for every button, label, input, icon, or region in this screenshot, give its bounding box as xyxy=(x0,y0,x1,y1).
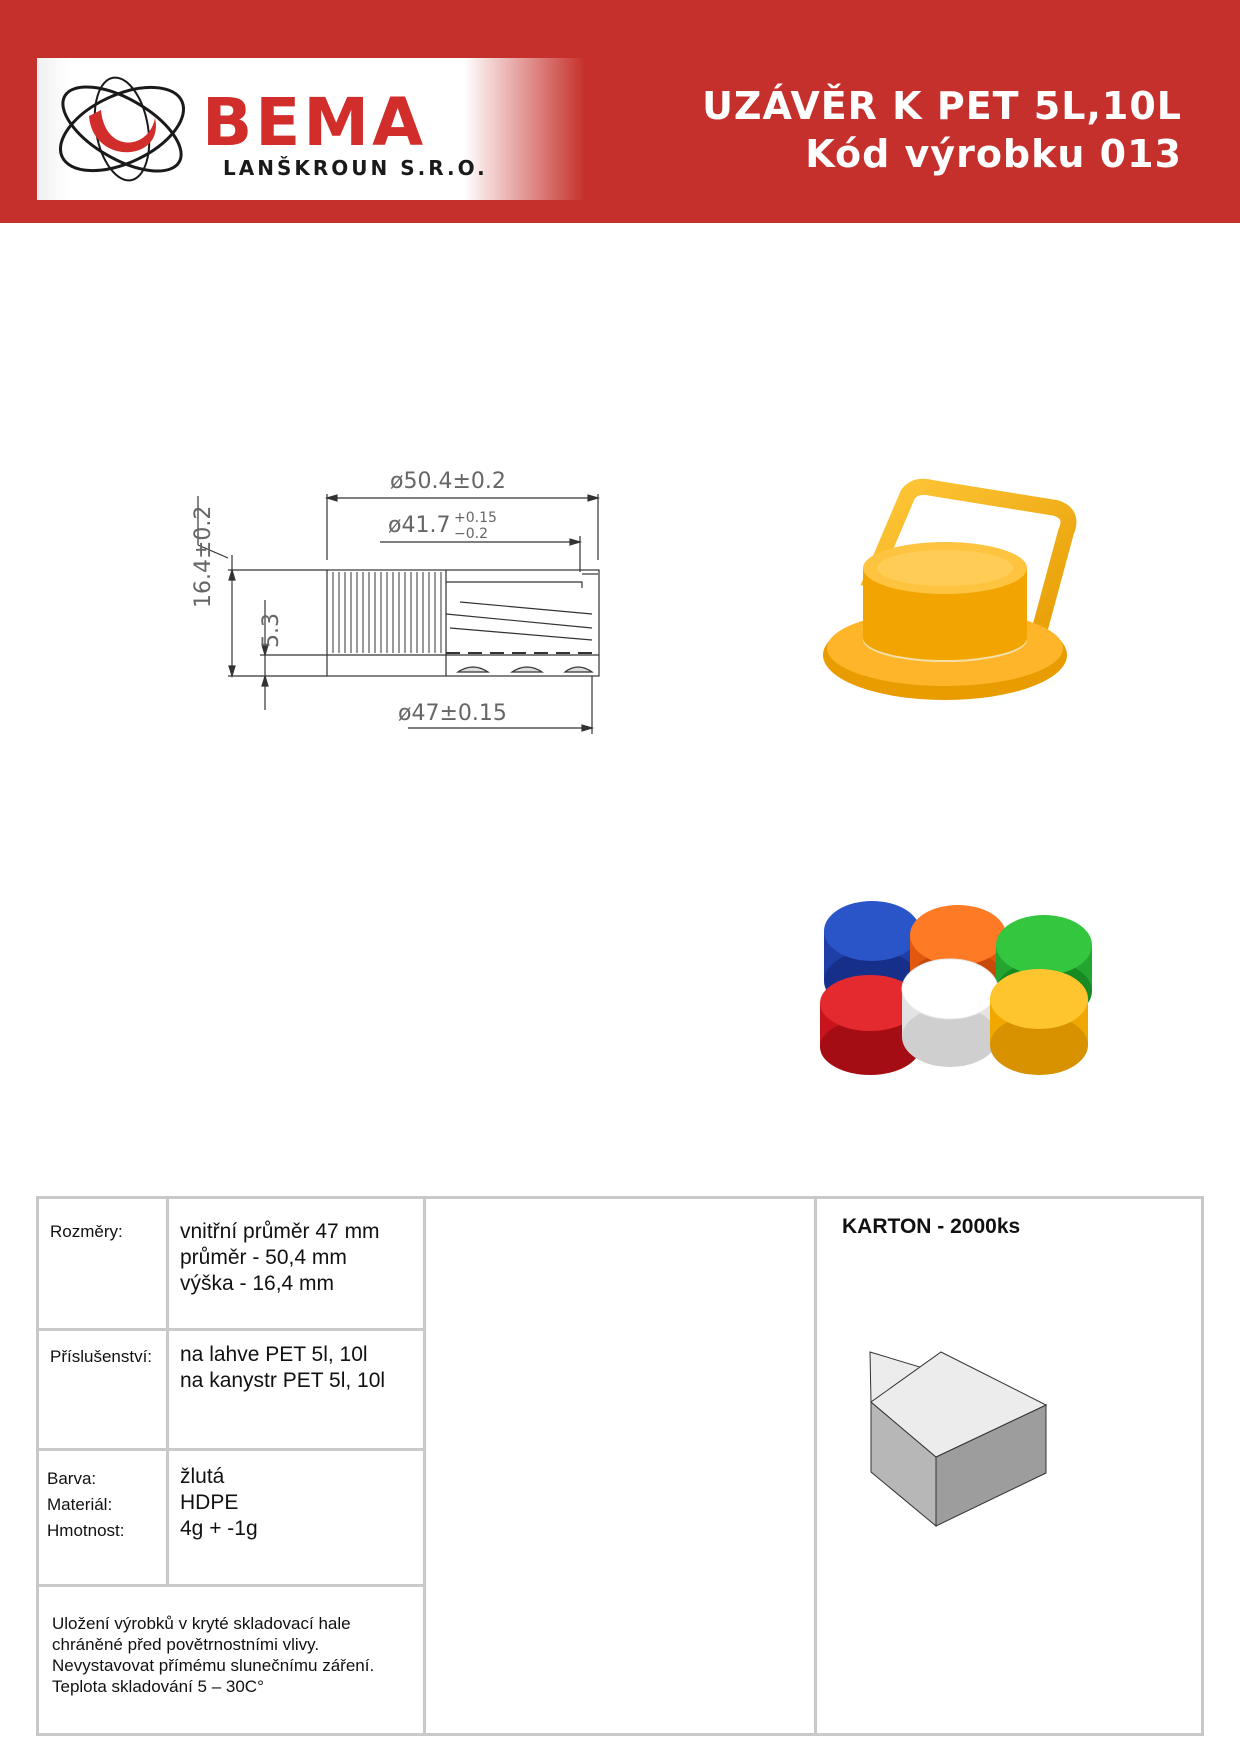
barva-label: Barva: xyxy=(47,1469,97,1488)
dim-inner-tol-minus: −0.2 xyxy=(454,526,488,542)
dim-inner-diameter: ø41.7 xyxy=(388,513,451,538)
table-divider xyxy=(39,1448,426,1451)
table-divider xyxy=(814,1199,817,1733)
rozmery-value: průměr - 50,4 mm xyxy=(180,1246,347,1269)
table-divider xyxy=(39,1584,426,1587)
logo-emblem-icon xyxy=(37,58,207,200)
product-name: UZÁVĚR K PET 5L,10L xyxy=(702,84,1182,128)
logo-subtitle: LANŠKROUN S.R.O. xyxy=(223,156,488,180)
karton-label: KARTON - 2000ks xyxy=(842,1215,1021,1238)
product-code: Kód výrobku 013 xyxy=(805,132,1182,176)
material-value: HDPE xyxy=(180,1491,239,1514)
table-divider xyxy=(423,1199,426,1733)
prislusenstvi-label: Příslušenství: xyxy=(50,1347,153,1366)
hmotnost-value: 4g + -1g xyxy=(180,1517,258,1540)
rozmery-value: výška - 16,4 mm xyxy=(180,1272,335,1295)
technical-drawing xyxy=(180,450,680,750)
storage-line: Nevystavovat přímému slunečnímu záření. xyxy=(52,1656,375,1675)
storage-line: chráněné před povětrnostními vlivy. xyxy=(52,1635,320,1654)
prislusenstvi-value: na kanystr PET 5l, 10l xyxy=(180,1369,386,1392)
header-band xyxy=(0,0,1240,223)
storage-line: Uložení výrobků v kryté skladovací hale xyxy=(52,1614,351,1633)
table-divider xyxy=(166,1199,169,1584)
hmotnost-label: Hmotnost: xyxy=(47,1521,125,1540)
rozmery-value: vnitřní průměr 47 mm xyxy=(180,1220,380,1243)
table-divider xyxy=(39,1328,426,1331)
company-logo xyxy=(37,58,585,200)
dim-thread-height: 5.3 xyxy=(259,613,284,648)
colored-caps-photo xyxy=(810,895,1130,1095)
prislusenstvi-values xyxy=(180,1342,385,1394)
dim-inner-tol-plus: +0.15 xyxy=(454,510,497,526)
rozmery-label: Rozměry: xyxy=(50,1222,123,1241)
storage-line: Teplota skladování 5 – 30C° xyxy=(52,1677,264,1696)
dim-height: 16.4±0.2 xyxy=(191,505,216,608)
dim-bottom-diameter: ø47±0.15 xyxy=(398,701,507,726)
material-label: Materiál: xyxy=(47,1495,113,1514)
carton-box-icon xyxy=(869,1350,1093,1540)
prislusenstvi-value: na lahve PET 5l, 10l xyxy=(180,1343,368,1366)
barva-value: žlutá xyxy=(180,1465,225,1488)
rozmery-values xyxy=(180,1219,380,1297)
product-title xyxy=(702,82,1182,178)
cap-with-handle-photo xyxy=(820,470,1150,715)
logo-wordmark: BEMA xyxy=(202,84,427,161)
storage-note xyxy=(52,1613,374,1697)
dim-outer-diameter: ø50.4±0.2 xyxy=(390,469,506,494)
